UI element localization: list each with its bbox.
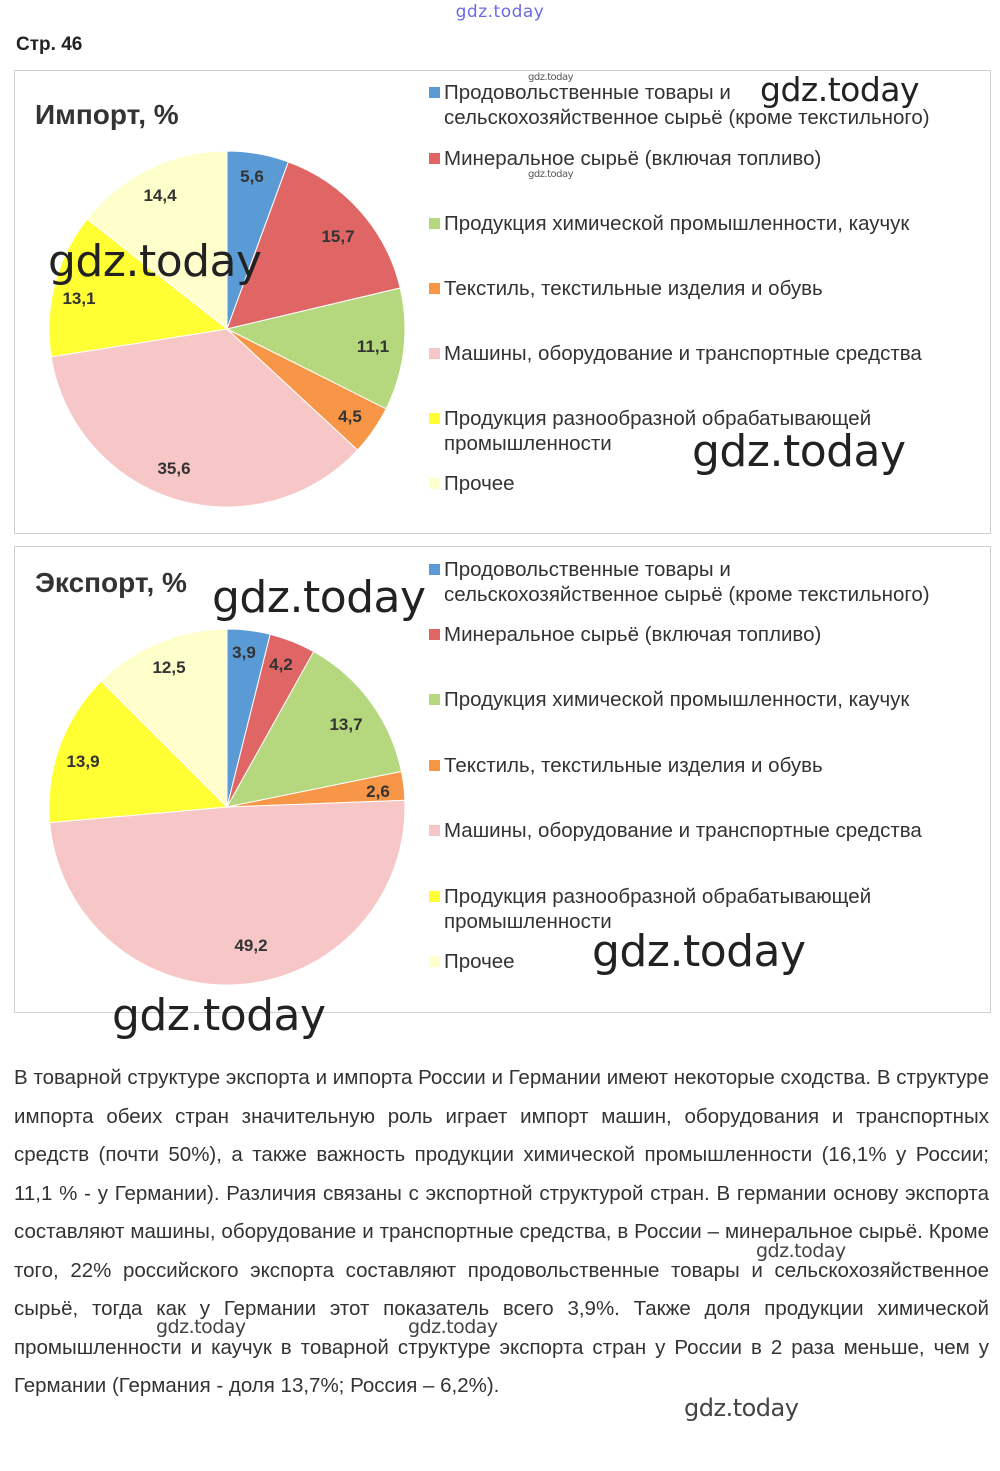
pie-data-label: 2,6: [366, 782, 390, 801]
pie-data-label: 11,1: [356, 337, 390, 356]
watermark-text: gdz.today: [112, 990, 326, 1041]
export-legend-item: [427, 622, 982, 647]
legend-label: Продукция разнообразной обрабатывающей промышленности: [444, 407, 872, 455]
export-chart-title: Экспорт, %: [35, 567, 187, 598]
legend-label: Продовольственные товары и сельскохозяйственное сырьё (кроме текстильного): [444, 558, 930, 606]
import-pie-chart: [15, 71, 435, 533]
legend-label: Текстиль, текстильные изделия и обувь: [444, 754, 823, 777]
legend-label: Продукция химической промышленности, каучук: [444, 688, 910, 711]
pie-data-label: 12,5: [152, 658, 186, 677]
legend-swatch: [429, 218, 440, 229]
legend-swatch: [429, 153, 440, 164]
export-legend-item: [427, 753, 982, 778]
watermark-text: gdz.today: [528, 72, 574, 83]
pie-data-label: 15,7: [321, 227, 355, 246]
import-legend-item: [427, 211, 982, 236]
pie-data-label: 5,6: [240, 167, 264, 186]
site-watermark-top: gdz.today: [455, 2, 545, 22]
legend-swatch: [429, 956, 440, 967]
page-label: Стр. 46: [16, 34, 83, 55]
legend-label: Продукция разнообразной обрабатывающей промышленности: [444, 885, 872, 933]
pie-data-label: 3,9: [232, 643, 256, 662]
legend-swatch: [429, 891, 440, 902]
legend-label: Текстиль, текстильные изделия и обувь: [444, 277, 823, 300]
legend-swatch: [429, 760, 440, 771]
legend-label: Машины, оборудование и транспортные средства: [444, 819, 922, 842]
legend-swatch: [429, 348, 440, 359]
legend-swatch: [429, 629, 440, 640]
legend-label: Минеральное сырьё (включая топливо): [444, 623, 822, 646]
pie-data-label: 4,5: [338, 407, 362, 426]
pie-data-label: 14,4: [143, 186, 177, 205]
watermark-text: gdz.today: [684, 1394, 799, 1422]
export-legend-item: [427, 687, 982, 712]
pie-data-label: 13,1: [62, 289, 96, 308]
legend-label: Прочее: [444, 472, 515, 495]
legend-swatch: [429, 413, 440, 424]
export-legend-item: [427, 818, 982, 843]
watermark-text: gdz.today: [756, 1240, 846, 1262]
legend-label: Продовольственные товары и сельскохозяйственное сырьё (кроме текстильного): [444, 81, 930, 129]
legend-swatch: [429, 478, 440, 489]
pie-data-label: 13,7: [329, 715, 363, 734]
legend-swatch: [429, 564, 440, 575]
legend-label: Прочее: [444, 950, 515, 973]
watermark-text: gdz.today: [408, 1316, 498, 1338]
watermark-text: gdz.today: [528, 169, 574, 180]
legend-label: Машины, оборудование и транспортные средства: [444, 342, 922, 365]
legend-swatch: [429, 283, 440, 294]
export-legend-item: [427, 557, 982, 607]
pie-slice: [50, 800, 405, 985]
body-paragraph: В товарной структуре экспорта и импорта России и Германии имеют некоторые сходства. В структуре импорта обеих стран значительную роль играет импорт машин, оборудования и транспортных средств (почти 50%), а также важность продукции химической промышленности (16,1% у России; 11,1 % - у Германии). Различия связаны с экспортной структурой стран. В германии основу экспорта составляют машины, оборудование и транспортные средства, в России – минеральное сырьё. Кроме того, 22% российского экспорта составляют продовольственные товары и сельскохозяйственное сырьё, тогда как у Германии этот показатель всего 3,9%. Также доля продукции химической промышленности и каучук в товарной структуре экспорта стран у России в 2 раза меньше, чем у Германии (Германия - доля 13,7%; Россия – 6,2%).: [14, 1066, 989, 1397]
watermark-text: gdz.today: [48, 236, 262, 287]
watermark-text: gdz.today: [760, 70, 920, 109]
legend-label: Продукция химической промышленности, каучук: [444, 212, 910, 235]
watermark-text: gdz.today: [156, 1316, 246, 1338]
import-legend-item: [427, 146, 982, 171]
pie-data-label: 49,2: [234, 936, 268, 955]
pie-data-label: 13,9: [66, 752, 100, 771]
legend-label: Минеральное сырьё (включая топливо): [444, 147, 822, 170]
watermark-text: gdz.today: [692, 426, 906, 477]
legend-swatch: [429, 694, 440, 705]
import-legend-item: [427, 341, 982, 366]
legend-swatch: [429, 825, 440, 836]
pie-data-label: 4,2: [269, 655, 293, 674]
pie-data-label: 35,6: [157, 459, 191, 478]
import-chart-title: Импорт, %: [35, 99, 179, 130]
legend-swatch: [429, 87, 440, 98]
watermark-text: gdz.today: [212, 572, 426, 623]
import-legend-item: [427, 276, 982, 301]
watermark-text: gdz.today: [592, 926, 806, 977]
export-chart-panel: [14, 546, 991, 1013]
